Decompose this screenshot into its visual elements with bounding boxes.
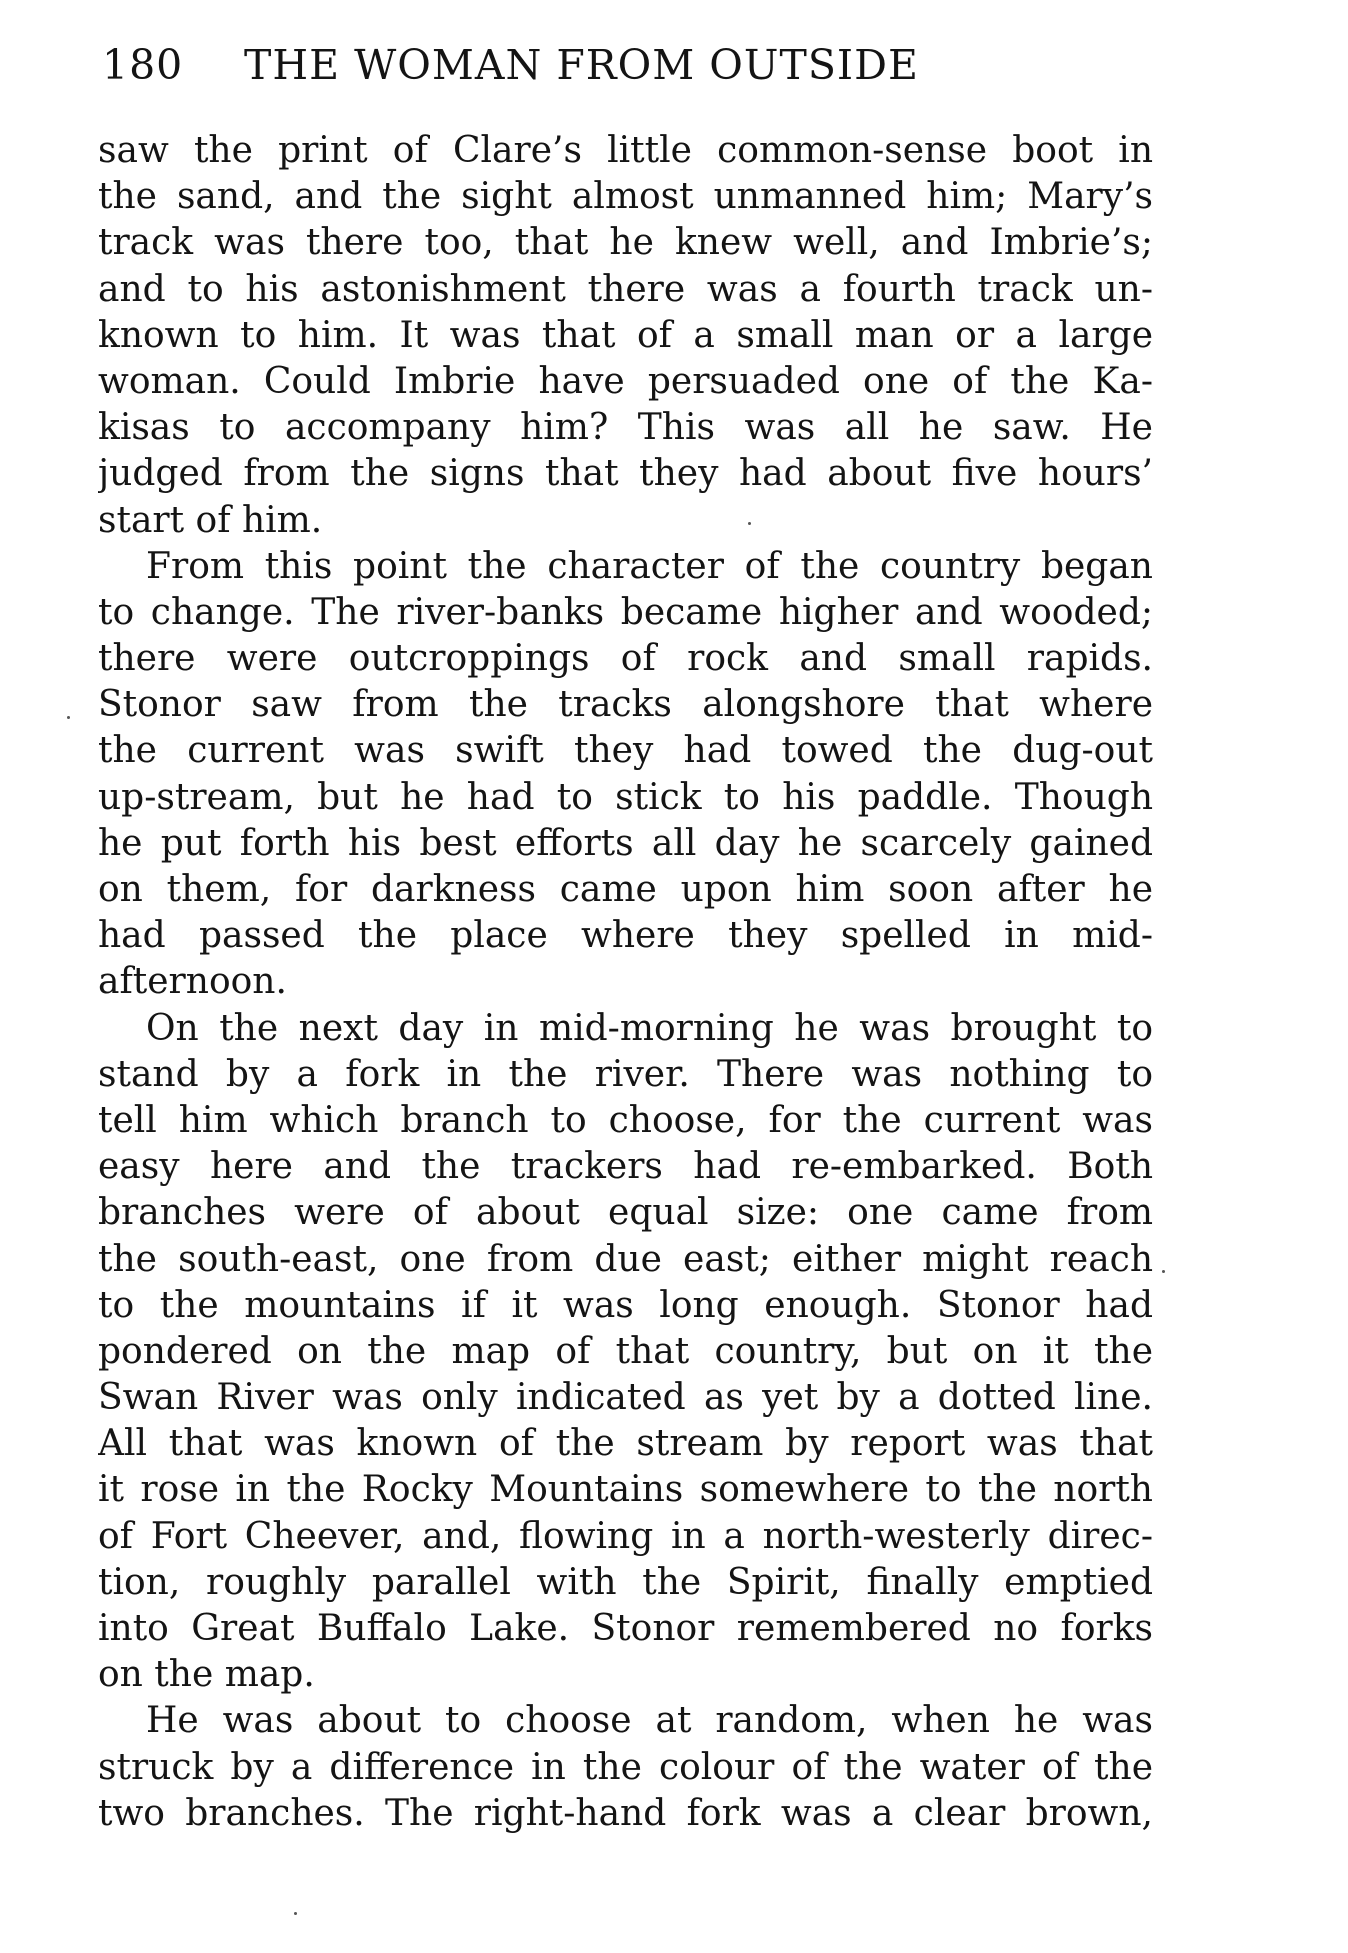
text-line: up-stream, but he had to stick to his paddle. Though: [98, 776, 1153, 818]
text-line: of Fort Cheever, and, flowing in a north-westerly direc-: [98, 1515, 1153, 1557]
text-line: it rose in the Rocky Mountains somewhere to the north: [98, 1469, 1153, 1511]
print-speck: [748, 522, 751, 525]
text-line: easy here and the trackers had re-embarked. Both: [98, 1146, 1153, 1188]
print-speck: [294, 1912, 297, 1915]
text-line: on the map.: [98, 1654, 315, 1696]
text-line: the south-east, one from due east; either might reach: [98, 1238, 1153, 1280]
text-line: tion, roughly parallel with the Spirit, finally emptied: [98, 1561, 1153, 1603]
text-line: kisas to accompany him? This was all he saw. He: [98, 407, 1153, 449]
text-line: struck by a difference in the colour of the water of the: [98, 1746, 1153, 1788]
text-line: All that was known of the stream by report was that: [98, 1423, 1153, 1465]
text-line: to change. The river-banks became higher and wooded;: [98, 591, 1153, 633]
text-line: start of him.: [98, 499, 323, 541]
text-line: stand by a fork in the river. There was nothing to: [98, 1053, 1153, 1095]
text-line: woman. Could Imbrie have persuaded one of the Ka-: [98, 360, 1153, 402]
text-line: had passed the place where they spelled in mid-: [98, 915, 1153, 957]
text-line: afternoon.: [98, 961, 287, 1003]
text-line: into Great Buffalo Lake. Stonor remembered no forks: [98, 1608, 1153, 1649]
text-line: On the next day in mid-morning he was brought to: [146, 1007, 1153, 1049]
text-line: pondered on the map of that country, but on it the: [98, 1330, 1153, 1372]
text-line: the current was swift they had towed the dug-out: [98, 730, 1153, 772]
text-line: he put forth his best efforts all day he scarcely gained: [98, 822, 1153, 864]
text-line: Swan River was only indicated as yet by a dotted line.: [98, 1377, 1153, 1419]
print-speck: [1162, 1270, 1165, 1273]
text-line: branches were of about equal size: one came from: [98, 1192, 1153, 1234]
text-line: two branches. The right-hand fork was a clear brown,: [98, 1792, 1153, 1834]
text-line: judged from the signs that they had about five hours’: [98, 453, 1153, 495]
text-line: there were outcroppings of rock and small rapids.: [98, 638, 1153, 680]
text-line: tell him which branch to choose, for the current was: [98, 1099, 1153, 1141]
text-line: Stonor saw from the tracks alongshore that where: [98, 684, 1153, 726]
page-number: 180: [102, 41, 184, 89]
text-line: He was about to choose at random, when he was: [146, 1700, 1153, 1742]
text-line: known to him. It was that of a small man or a large: [98, 314, 1153, 356]
text-line: saw the print of Clare’s little common-sense boot in: [98, 130, 1153, 171]
text-line: on them, for darkness came upon him soon after he: [98, 869, 1153, 910]
body-text: [98, 128, 1153, 1837]
text-line: to the mountains if it was long enough. Stonor had: [98, 1284, 1153, 1326]
print-speck: [67, 716, 70, 719]
text-line: and to his astonishment there was a fourth track un-: [98, 268, 1153, 310]
text-line: From this point the character of the country began: [146, 545, 1153, 587]
text-line: track was there too, that he knew well, and Imbrie’s;: [98, 222, 1153, 264]
book-title: THE WOMAN FROM OUTSIDE: [244, 41, 919, 89]
running-head: [102, 30, 1162, 100]
text-line: the sand, and the sight almost unmanned him; Mary’s: [98, 176, 1153, 218]
